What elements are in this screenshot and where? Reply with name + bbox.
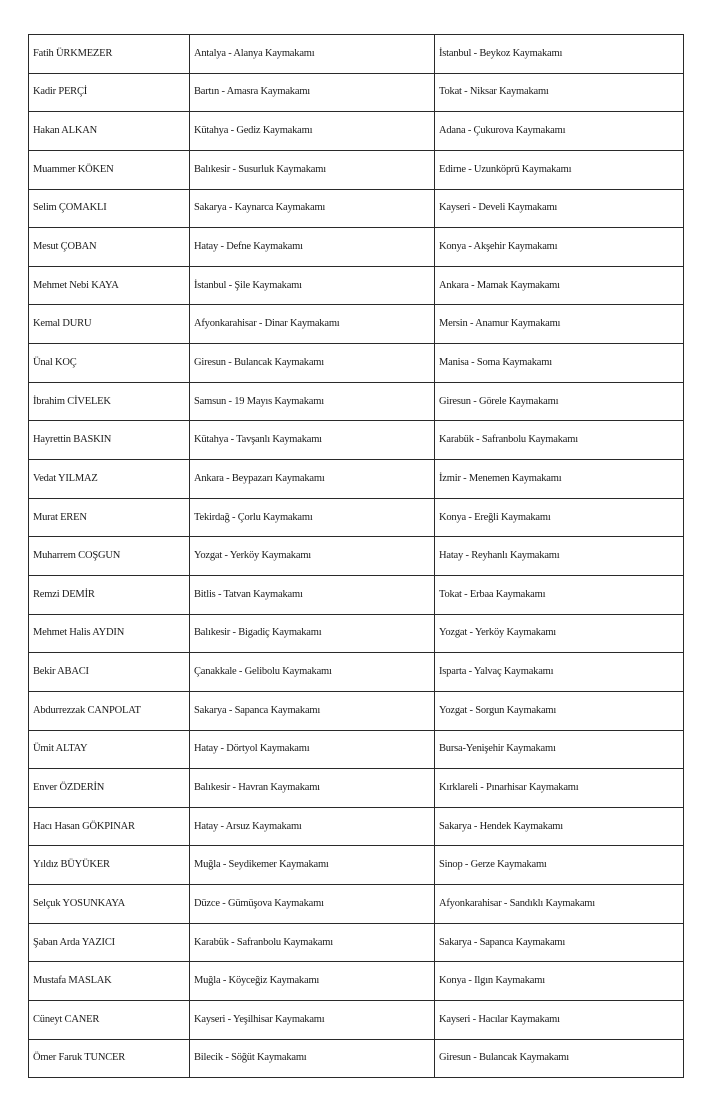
official-name-cell: Selim ÇOMAKLI	[29, 189, 190, 228]
table-row	[29, 653, 684, 692]
official-name-cell: Bekir ABACI	[29, 653, 190, 692]
current-post-cell: Çanakkale - Gelibolu Kaymakamı	[190, 653, 435, 692]
current-post-cell: Hatay - Arsuz Kaymakamı	[190, 807, 435, 846]
official-name-cell: Muammer KÖKEN	[29, 150, 190, 189]
current-post-cell: Balıkesir - Bigadiç Kaymakamı	[190, 614, 435, 653]
current-post-cell: Bartın - Amasra Kaymakamı	[190, 73, 435, 112]
new-post-cell: Hatay - Reyhanlı Kaymakamı	[435, 537, 684, 576]
current-post-cell: Giresun - Bulancak Kaymakamı	[190, 344, 435, 383]
official-name-cell: Fatih ÜRKMEZER	[29, 35, 190, 74]
official-name-cell: Mehmet Halis AYDIN	[29, 614, 190, 653]
official-name-cell: Hacı Hasan GÖKPINAR	[29, 807, 190, 846]
current-post-cell: Sakarya - Sapanca Kaymakamı	[190, 691, 435, 730]
table-row	[29, 305, 684, 344]
current-post-cell: Kütahya - Tavşanlı Kaymakamı	[190, 421, 435, 460]
current-post-cell: Karabük - Safranbolu Kaymakamı	[190, 923, 435, 962]
current-post-cell: Kayseri - Yeşilhisar Kaymakamı	[190, 1001, 435, 1040]
official-name-cell: Cüneyt CANER	[29, 1001, 190, 1040]
current-post-cell: Bitlis - Tatvan Kaymakamı	[190, 575, 435, 614]
current-post-cell: Hatay - Defne Kaymakamı	[190, 228, 435, 267]
new-post-cell: Kırklareli - Pınarhisar Kaymakamı	[435, 769, 684, 808]
current-post-cell: Düzce - Gümüşova Kaymakamı	[190, 885, 435, 924]
table-row	[29, 266, 684, 305]
new-post-cell: İstanbul - Beykoz Kaymakamı	[435, 35, 684, 74]
new-post-cell: Sakarya - Sapanca Kaymakamı	[435, 923, 684, 962]
table-row	[29, 575, 684, 614]
new-post-cell: Konya - Ereğli Kaymakamı	[435, 498, 684, 537]
official-name-cell: Hayrettin BASKIN	[29, 421, 190, 460]
new-post-cell: Yozgat - Yerköy Kaymakamı	[435, 614, 684, 653]
official-name-cell: İbrahim CİVELEK	[29, 382, 190, 421]
table-row	[29, 1039, 684, 1078]
table-row	[29, 923, 684, 962]
table-row	[29, 1001, 684, 1040]
official-name-cell: Selçuk YOSUNKAYA	[29, 885, 190, 924]
table-row	[29, 498, 684, 537]
new-post-cell: Mersin - Anamur Kaymakamı	[435, 305, 684, 344]
new-post-cell: Giresun - Bulancak Kaymakamı	[435, 1039, 684, 1078]
official-name-cell: Mesut ÇOBAN	[29, 228, 190, 267]
appointments-table	[28, 34, 684, 1078]
new-post-cell: Konya - Akşehir Kaymakamı	[435, 228, 684, 267]
table-row	[29, 150, 684, 189]
current-post-cell: Afyonkarahisar - Dinar Kaymakamı	[190, 305, 435, 344]
table-row	[29, 112, 684, 151]
current-post-cell: Ankara - Beypazarı Kaymakamı	[190, 460, 435, 499]
current-post-cell: Balıkesir - Susurluk Kaymakamı	[190, 150, 435, 189]
official-name-cell: Kadir PERÇİ	[29, 73, 190, 112]
current-post-cell: Tekirdağ - Çorlu Kaymakamı	[190, 498, 435, 537]
table-row	[29, 421, 684, 460]
table-row	[29, 35, 684, 74]
table-row	[29, 344, 684, 383]
current-post-cell: Muğla - Seydikemer Kaymakamı	[190, 846, 435, 885]
new-post-cell: Isparta - Yalvaç Kaymakamı	[435, 653, 684, 692]
current-post-cell: Kütahya - Gediz Kaymakamı	[190, 112, 435, 151]
new-post-cell: Karabük - Safranbolu Kaymakamı	[435, 421, 684, 460]
table-row	[29, 691, 684, 730]
table-row	[29, 769, 684, 808]
table-row	[29, 460, 684, 499]
new-post-cell: Afyonkarahisar - Sandıklı Kaymakamı	[435, 885, 684, 924]
official-name-cell: Murat EREN	[29, 498, 190, 537]
table-row	[29, 73, 684, 112]
official-name-cell: Enver ÖZDERİN	[29, 769, 190, 808]
current-post-cell: Muğla - Köyceğiz Kaymakamı	[190, 962, 435, 1001]
current-post-cell: Bilecik - Söğüt Kaymakamı	[190, 1039, 435, 1078]
new-post-cell: Sakarya - Hendek Kaymakamı	[435, 807, 684, 846]
new-post-cell: Adana - Çukurova Kaymakamı	[435, 112, 684, 151]
official-name-cell: Kemal DURU	[29, 305, 190, 344]
new-post-cell: Giresun - Görele Kaymakamı	[435, 382, 684, 421]
official-name-cell: Şaban Arda YAZICI	[29, 923, 190, 962]
current-post-cell: Yozgat - Yerköy Kaymakamı	[190, 537, 435, 576]
official-name-cell: Remzi DEMİR	[29, 575, 190, 614]
table-row	[29, 807, 684, 846]
document-page	[28, 34, 683, 1078]
current-post-cell: İstanbul - Şile Kaymakamı	[190, 266, 435, 305]
table-row	[29, 228, 684, 267]
new-post-cell: Tokat - Niksar Kaymakamı	[435, 73, 684, 112]
official-name-cell: Muharrem COŞGUN	[29, 537, 190, 576]
current-post-cell: Hatay - Dörtyol Kaymakamı	[190, 730, 435, 769]
current-post-cell: Balıkesir - Havran Kaymakamı	[190, 769, 435, 808]
official-name-cell: Abdurrezzak CANPOLAT	[29, 691, 190, 730]
new-post-cell: Konya - Ilgın Kaymakamı	[435, 962, 684, 1001]
new-post-cell: Kayseri - Develi Kaymakamı	[435, 189, 684, 228]
official-name-cell: Ömer Faruk TUNCER	[29, 1039, 190, 1078]
official-name-cell: Ünal KOÇ	[29, 344, 190, 383]
current-post-cell: Sakarya - Kaynarca Kaymakamı	[190, 189, 435, 228]
table-row	[29, 189, 684, 228]
current-post-cell: Antalya - Alanya Kaymakamı	[190, 35, 435, 74]
new-post-cell: Yozgat - Sorgun Kaymakamı	[435, 691, 684, 730]
table-row	[29, 846, 684, 885]
official-name-cell: Hakan ALKAN	[29, 112, 190, 151]
current-post-cell: Samsun - 19 Mayıs Kaymakamı	[190, 382, 435, 421]
new-post-cell: Ankara - Mamak Kaymakamı	[435, 266, 684, 305]
official-name-cell: Mehmet Nebi KAYA	[29, 266, 190, 305]
official-name-cell: Ümit ALTAY	[29, 730, 190, 769]
table-row	[29, 962, 684, 1001]
official-name-cell: Vedat YILMAZ	[29, 460, 190, 499]
table-row	[29, 730, 684, 769]
new-post-cell: Tokat - Erbaa Kaymakamı	[435, 575, 684, 614]
new-post-cell: Kayseri - Hacılar Kaymakamı	[435, 1001, 684, 1040]
official-name-cell: Mustafa MASLAK	[29, 962, 190, 1001]
official-name-cell: Yıldız BÜYÜKER	[29, 846, 190, 885]
new-post-cell: Sinop - Gerze Kaymakamı	[435, 846, 684, 885]
new-post-cell: İzmir - Menemen Kaymakamı	[435, 460, 684, 499]
new-post-cell: Manisa - Soma Kaymakamı	[435, 344, 684, 383]
table-row	[29, 885, 684, 924]
appointments-table-body	[29, 35, 684, 1078]
table-row	[29, 614, 684, 653]
new-post-cell: Edirne - Uzunköprü Kaymakamı	[435, 150, 684, 189]
table-row	[29, 382, 684, 421]
table-row	[29, 537, 684, 576]
new-post-cell: Bursa-Yenişehir Kaymakamı	[435, 730, 684, 769]
